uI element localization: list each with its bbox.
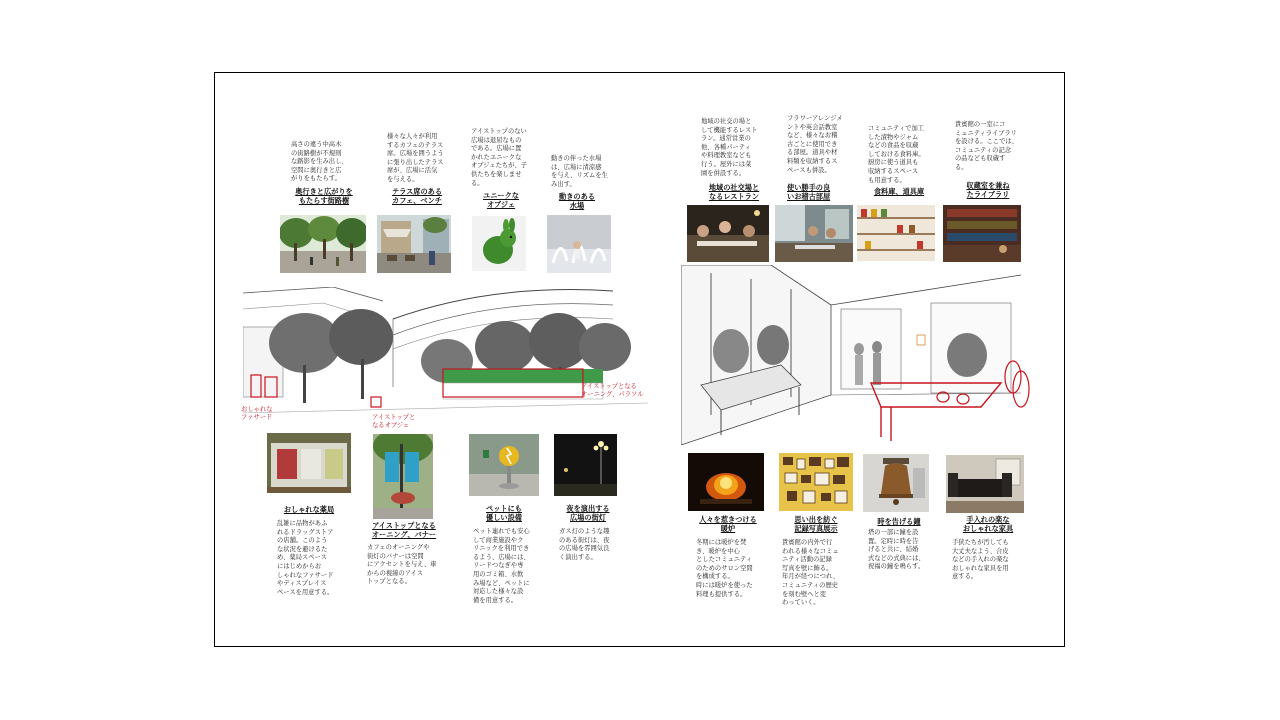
salon-interior-sketch <box>681 265 1031 445</box>
callout-objet: アイストップと なるオブジェ <box>372 414 416 429</box>
restaurant-desc: 地域の社交の場と して機能するレスト ラン。通常営業の 他、各種パーティ や料理教室なども 行う。屋外には菜 園を併設する。 <box>701 118 758 177</box>
pantry-photo <box>857 205 935 261</box>
pharmacy-title: おしゃれな薬局 <box>283 505 335 514</box>
terrace-title: テラス席のある カフェ、ベンチ <box>391 187 443 206</box>
library-title: 収蔵室を兼ね たライブラリ <box>966 181 1010 200</box>
banner-photo <box>373 434 433 519</box>
spread-page <box>214 72 1065 647</box>
pet-facility-desc: ペット連れでも安心 して商業施設やク リニックを利用でき るよう、広場には、 リードつなぎや専 用のゴミ箱、水飲 み場など、ペットに 対応した様々な設 備を用意する。 <box>473 528 530 604</box>
photo-wall-desc: 貴賓館の内外で行 われる様々なコミュ ニティ活動の記録 写真を壁に飾る。 年月が経つにつれ、 コミュニティの歴史 を刻む壁へと変 わっていく。 <box>782 539 839 607</box>
pantry-title: 食料庫、道具庫 <box>873 187 925 196</box>
pet-facility-photo <box>469 434 539 496</box>
pharmacy-desc: 乱雑に品物があふ れるドラッグストア の店舗。このよう な状況を避けるた め、薬局スペース にはじめからお しゃれなファサード やディスプレイス ペースを用意する。 <box>277 520 334 596</box>
bell-desc: 塔の一部に鐘を設 置。定時に時を告 げると共に、結婚 式などの式典には、 祝福の鐘を鳴らす。 <box>868 529 925 571</box>
street-tree-desc: 高さの違う中高木 の街路樹が不規則 な路影を生み出し、 空間に奥行きと広 がりをもたらす。 <box>291 141 348 183</box>
furniture-title: 手入れの楽な おしゃれな家具 <box>962 515 1014 534</box>
photo-wall-photo <box>779 453 853 511</box>
banner-desc: カフェのオーニングや 街灯のバナーは空間 にアクセントを与え、車 からの視線のアイス トップとなる。 <box>367 544 437 586</box>
bell-photo <box>863 454 929 512</box>
furniture-desc: 手狭たちが汚しても 大丈夫なよう、合皮 などの手入れの楽な おしゃれな家具を用 意する。 <box>952 539 1009 581</box>
photo-wall-title: 思い出を紡ぐ 記録写真展示 <box>794 515 838 534</box>
terrace-photo <box>377 215 451 273</box>
bell-title: 時を告げる鐘 <box>877 517 921 526</box>
plaza-perspective-sketch <box>243 287 648 423</box>
pharmacy-photo <box>267 433 351 493</box>
objet-photo <box>472 216 526 271</box>
restaurant-photo <box>687 205 769 262</box>
fountain-title: 動きのある 水場 <box>559 192 595 211</box>
terrace-desc: 様々な人々が利用 するカフェのテラス 席。広場を囲うよう に張り出したテラス 席が、広場に活気 を与える。 <box>387 133 444 183</box>
banner-title: アイストップとなる オーニング、バナー <box>371 521 437 540</box>
lesson-room-title: 使い勝手の良 いお稽古部屋 <box>787 183 831 202</box>
pet-facility-title: ペットにも 優しい設備 <box>486 504 522 523</box>
pantry-desc: コミュニティで加工 した漬物やジャム などの食品を収蔵 しておける食料庫。 厨房に使う道具も 収納するスペース も用意する。 <box>868 125 925 184</box>
callout-facade: おしゃれな ファサード <box>241 406 273 421</box>
restaurant-title: 地域の社交場と なるレストラン <box>708 183 760 202</box>
fireplace-desc: 冬期には暖炉を焚 き、暖炉を中心 としたコミュニティ のためのサロン空間 を構成する。 時には暖炉を使った 料理も提供する。 <box>696 539 753 598</box>
objet-desc: アイストップのない 広場は退屈なもの である。広場に置 かれたユニークな オブジェたちが、子 供たちを楽しませ る。 <box>471 128 528 187</box>
furniture-photo <box>946 455 1024 513</box>
library-desc: 貴賓館の一室にコ ミュニティライブラリ を設ける。ここでは、 コミュニティの記念 の品なども収蔵す る。 <box>955 121 1018 171</box>
fountain-photo <box>547 215 611 273</box>
streetlight-photo <box>554 434 617 496</box>
lesson-room-photo <box>775 205 853 262</box>
library-photo <box>943 205 1021 262</box>
lesson-room-desc: フラワーアレンジメ ントや英会話教室 など、様々なお稽 古ごとに使用でき る部屋。道具や材 料類を収納するス ペースも併設。 <box>787 115 843 174</box>
callout-awning: アイストップとなる オーニング、パラソル <box>581 383 644 398</box>
streetlight-title: 夜を演出する 広場の街灯 <box>566 504 610 523</box>
fountain-desc: 動きの伴った水場 は、広場に清涼感 を与え、リズムを生 み出す。 <box>551 155 608 188</box>
fireplace-title: 人々を惹きつける 暖炉 <box>699 515 757 534</box>
streetlight-desc: ガス灯のような趣 のある街灯は、夜 の広場を雰囲気良 く演出する。 <box>559 528 610 561</box>
street-tree-title: 奥行きと広がりを もたらす街路樹 <box>295 187 353 206</box>
fireplace-photo <box>688 453 764 511</box>
street-tree-photo <box>280 215 366 273</box>
objet-title: ユニークな オブジェ <box>483 191 519 210</box>
